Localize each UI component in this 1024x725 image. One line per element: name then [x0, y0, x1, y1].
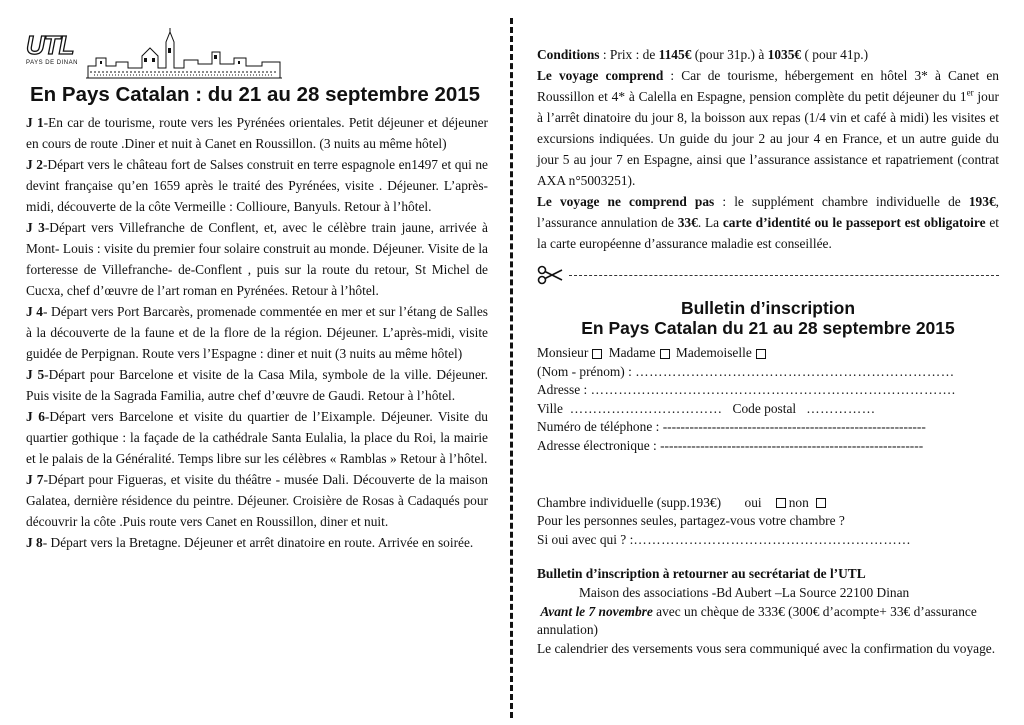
share-with-row: [537, 531, 999, 550]
no-label: non: [788, 494, 809, 510]
not-included-text: et la carte européenne d’assurance maladie est conseillée.: [537, 215, 999, 251]
day-label: J 7: [26, 472, 44, 487]
single-room-label: Chambre individuelle (supp.193€): [537, 494, 722, 510]
return-instructions: Bulletin d’inscription à retourner au secrétariat de l’UTL: [537, 566, 866, 582]
conditions-text: (pour 31p.) à: [691, 47, 768, 62]
city-label: Ville: [537, 400, 563, 416]
address-row: [537, 381, 999, 400]
share-room-question: Pour les personnes seules, partagez-vous votre chambre ?: [537, 513, 845, 529]
day-description: -Départ vers le château fort de Salses construit en terre espagnole en1497 et qui ne devint française qu’en 1659 après le traité des Pyrénées, visite . Déjeuner. L’après- midi, découverte de la côte Vermeille : Collioure, Banyuls. Retour à l’hôtel.: [26, 157, 488, 214]
postal-code-field[interactable]: ……………: [806, 400, 876, 416]
conditions-column: [537, 44, 999, 658]
bulletin-title: [537, 298, 999, 338]
day-3: [26, 217, 488, 301]
checkbox-yes[interactable]: [776, 498, 786, 508]
spacer: [537, 456, 999, 494]
itinerary-days: [26, 112, 488, 553]
day-description: -Départ pour Figueras, et visite du théâtre - musée Dali. Découverte de la maison Galatea, dernière résidence du peintre. Déjeuner. Croisière de Rosas à Cadaqués pour découvrir la côte .Puis route vers Canet en Roussillon, diner et nuit.: [26, 472, 488, 529]
day-5: [26, 364, 488, 406]
day-description: -En car de tourisme, route vers les Pyrénées orientales. Petit déjeuner et déjeuner en cours de route .Diner et nuit à Canet en Roussillon. (3 nuits au même hôtel): [26, 115, 488, 151]
itinerary-column: [26, 18, 488, 553]
conditions-paragraph: [537, 44, 999, 65]
checkbox-madame[interactable]: [660, 349, 670, 359]
day-description: - Départ vers la Bretagne. Déjeuner et arrêt dinatoire en route. Arrivée en soirée.: [42, 535, 474, 550]
email-label: Adresse électronique :: [537, 437, 657, 453]
day-2: [26, 154, 488, 217]
id-required-note: carte d’identité ou le passeport est obligatoire: [722, 215, 986, 230]
page-title: En Pays Catalan : du 21 au 28 septembre 2015: [30, 83, 481, 106]
bulletin-subheading: En Pays Catalan du 21 au 28 septembre 2015: [581, 318, 955, 338]
included-paragraph: [537, 65, 999, 191]
not-included-paragraph: [537, 191, 999, 254]
ordinal-sup: er: [966, 87, 974, 98]
conditions-text: ( pour 41p.): [801, 47, 869, 62]
conditions-label: Conditions: [537, 47, 600, 62]
name-row: [537, 363, 999, 382]
day-label: J 3: [26, 220, 45, 235]
checkbox-monsieur[interactable]: [592, 349, 602, 359]
conditions-text: : Prix : de: [599, 47, 659, 62]
checkbox-no[interactable]: [816, 498, 826, 508]
yes-label: oui: [744, 494, 762, 510]
scissors-icon: [537, 265, 563, 285]
name-label: (Nom - prénom) :: [537, 363, 632, 379]
phone-label: Numéro de téléphone :: [537, 419, 660, 435]
day-1: [26, 112, 488, 154]
single-room-row: [537, 494, 999, 513]
insurance-price: 33€: [677, 215, 698, 230]
city-row: [537, 400, 999, 419]
payment-schedule-note: Le calendrier des versements vous sera communiqué avec la confirmation du voyage.: [537, 640, 996, 656]
day-7: [26, 469, 488, 532]
dashed-cut-line: [569, 275, 999, 276]
single-room-price: 193€: [968, 194, 996, 209]
payment-terms: avec un chèque de 333€ (300€ d’acompte+ 33€ d’assurance annulation): [537, 603, 977, 638]
included-label: Le voyage comprend: [537, 68, 664, 83]
day-description: -Départ vers Villefranche de Conflent, et, avec le célèbre train jaune, arrivée à Mont- Louis : visite du premier four solaire construit au monde. Déjeuner. Visite de la forteresse de Villefranche- de-Conflent , puis sur la route du retour, St Michel de Cucxa, chef d’œuvre de l’art roman en Pyrénées. Retour à l’hôtel.: [26, 220, 488, 298]
association-address: Maison des associations -Bd Aubert –La Source 22100 Dinan: [579, 584, 910, 600]
not-included-text: , l’assurance annulation de: [537, 194, 999, 230]
day-label: J 2: [26, 157, 43, 172]
deadline: Avant le 7 novembre: [540, 603, 653, 619]
not-included-label: Le voyage ne comprend pas: [537, 194, 715, 209]
address-label: Adresse :: [537, 382, 588, 398]
header-logo: [26, 18, 488, 80]
deadline-row: [537, 603, 999, 640]
registration-form: [537, 344, 999, 658]
email-row: [537, 437, 999, 456]
day-label: J 4: [26, 304, 43, 319]
fold-divider: [510, 18, 513, 718]
checkbox-mademoiselle[interactable]: [756, 349, 766, 359]
day-description: -Départ vers Barcelone et visite du quartier de l’Eixample. Déjeuner. Visite du quartier gothique : la façade de la cathédrale Santa Eulalia, la place du Roi, la mairie et le palais de la Généralité. Temps libre sur les célèbres « Ramblas » Retour à l’hôtel.: [26, 409, 488, 466]
civility-row: [537, 344, 999, 363]
not-included-text: . La: [697, 215, 723, 230]
spacer: [537, 549, 999, 565]
day-label: J 6: [26, 409, 45, 424]
day-8: [26, 532, 488, 553]
day-label: J 8: [26, 535, 43, 550]
day-label: J 1: [26, 115, 44, 130]
included-text: : Car de tourisme, hébergement en hôtel 3* à Canet en Roussillon et 4* à Calella en Espagne, pension complète du petit déjeuner du 1: [537, 68, 999, 104]
utl-logo: [26, 30, 78, 80]
day-description: - Départ vers Port Barcarès, promenade commentée en mer et sur l’étang de Salles à la découverte de la faune et de la flore de la région. Déjeuner. L’après-midi, visite guidée de Perpignan. Route vers l’Espagne : diner et nuit (3 nuits au même hôtel): [26, 304, 488, 361]
included-text: jour à l’arrêt dinatoire du jour 8, la boisson aux repas (1/4 vin et café à midi) les visites et excursions indiquées. Un guide du jour 2 au jour 4 en France, et un autre guide du jour 5 au jour 7 en Espagne, ainsi que l’assurance assistance et rapatriement (contrat AXA n°5003251).: [537, 89, 999, 188]
day-6: [26, 406, 488, 469]
day-description: -Départ pour Barcelone et visite de la Casa Mila, symbole de la ville. Déjeuner. Puis visite de la Sagrada Familia, autre chef d’œuvre de Gaudi. Retour à l’hôtel.: [26, 367, 488, 403]
dinan-skyline-illustration: [84, 28, 284, 80]
email-field[interactable]: -----------------------------------------------------------: [660, 437, 924, 453]
utl-logo-text: UTL: [26, 30, 74, 60]
cut-line: [537, 264, 999, 286]
postal-code-label: Code postal: [732, 400, 797, 416]
phone-row: [537, 418, 999, 437]
phone-field[interactable]: -----------------------------------------------------------: [662, 419, 926, 435]
day-label: J 5: [26, 367, 45, 382]
not-included-text: : le supplément chambre individuelle de: [714, 194, 969, 209]
price-41: 1035€: [767, 47, 802, 62]
utl-logo-subtitle: PAYS DE DINAN: [26, 60, 78, 66]
address-field[interactable]: …………………………………………………………………….: [590, 382, 956, 398]
name-field[interactable]: ……………………………………………………………: [635, 363, 955, 379]
option-monsieur-label: Monsieur: [537, 345, 589, 360]
day-4: [26, 301, 488, 364]
bulletin-heading: Bulletin d’inscription: [680, 298, 856, 318]
option-madame-label: Madame: [608, 345, 656, 360]
share-with-field[interactable]: ……………………………………………………: [633, 531, 912, 547]
share-with-label: Si oui avec qui ? :: [537, 531, 634, 547]
price-31: 1145€: [658, 47, 692, 62]
option-mademoiselle-label: Mademoiselle: [675, 345, 752, 360]
city-field[interactable]: ……………………………: [569, 400, 723, 416]
